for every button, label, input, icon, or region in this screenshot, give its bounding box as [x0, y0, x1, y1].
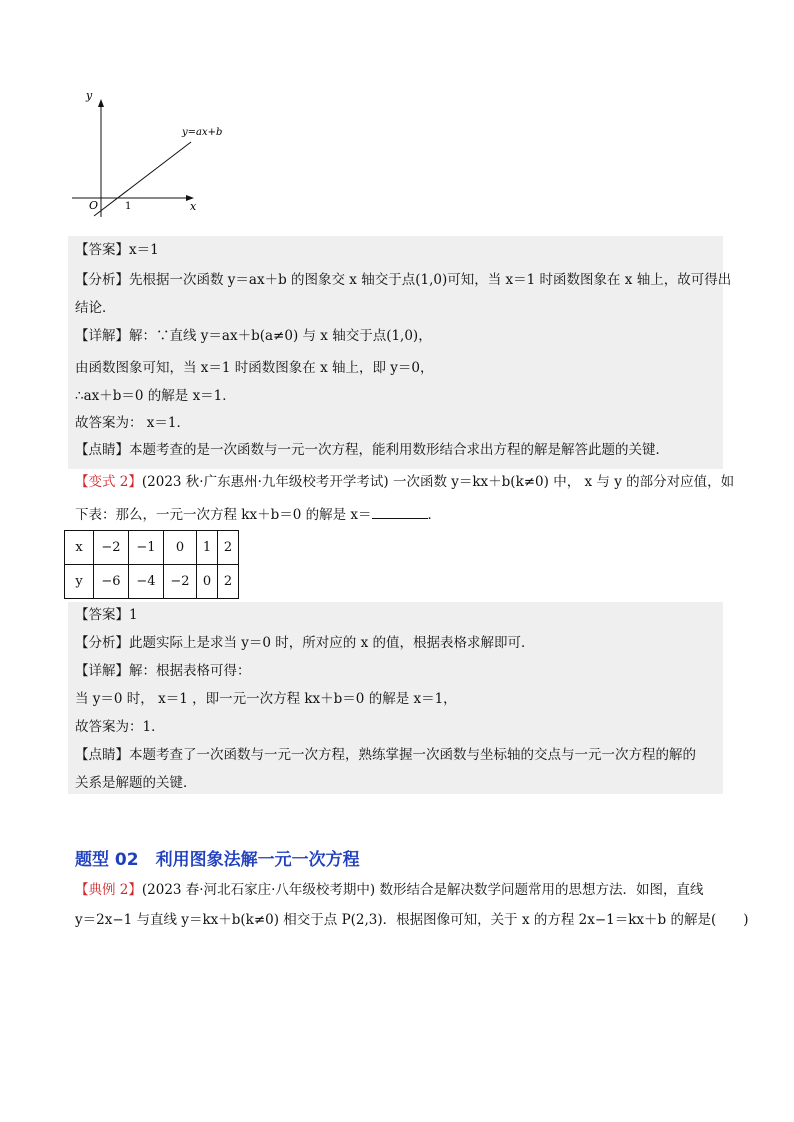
- table-cell: 1: [197, 531, 218, 565]
- origin-label: O: [89, 199, 99, 212]
- variant-2-line-2: [75, 504, 441, 525]
- table-cell: −1: [129, 531, 164, 565]
- variant-2-text-2: 下表：那么，一元一次方程 kx＋b＝0 的解是 x＝: [75, 507, 372, 523]
- variant-2-line-1: [75, 472, 734, 492]
- detail-2-line-2: 当 y＝0 时， x＝1 ，即一元一次方程 kx＋b＝0 的解是 x＝1，: [75, 691, 457, 707]
- detail-2-line-3: 故答案为：1．: [75, 719, 165, 735]
- xy-value-table: [64, 530, 239, 599]
- table-cell: x: [65, 531, 94, 565]
- table-cell: 0: [197, 565, 218, 599]
- table-cell: y: [65, 565, 94, 599]
- example-2-line-1: [75, 880, 703, 900]
- analysis-1-line-1: 【分析】先根据一次函数 y＝ax＋b 的图象交 x 轴交于点(1,0)可知，当 x＝1 时函数图象在 x 轴上，故可得出: [75, 272, 732, 288]
- analysis-1-line-2: 结论．: [75, 300, 116, 316]
- table-row: [65, 565, 239, 599]
- comment-2-line-2: 关系是解题的关键．: [75, 775, 197, 791]
- line-label: y=ax+b: [182, 127, 223, 138]
- answer-2: 【答案】1: [75, 607, 138, 623]
- table-cell: −6: [94, 565, 129, 599]
- variant-2-text-2-end: ．: [427, 507, 442, 523]
- table-cell: −2: [94, 531, 129, 565]
- answer-blank[interactable]: [372, 504, 428, 519]
- function-graph: [70, 89, 223, 222]
- variant-2-tag: 【变式 2】: [75, 474, 142, 490]
- comment-2-line-1: 【点睛】本题考查了一次函数与一元一次方程，熟练掌握一次函数与坐标轴的交点与一元一次方程的解的: [75, 747, 696, 763]
- y-axis-label: y: [86, 89, 93, 102]
- detail-2-line-1: 【详解】解：根据表格可得：: [75, 663, 251, 679]
- detail-1-line-3: ∴ax＋b＝0 的解是 x＝1．: [75, 388, 236, 404]
- analysis-2: 【分析】此题实际上是求当 y＝0 时，所对应的 x 的值，根据表格求解即可．: [75, 635, 535, 651]
- answer-1: 【答案】x＝1: [75, 242, 159, 258]
- example-2-line-2: y＝2x−1 与直线 y＝kx＋b(k≠0) 相交于点 P(2,3)．根据图像可知，关于 x 的方程 2x−1＝kx＋b 的解是( ): [75, 912, 749, 928]
- comment-1: 【点睛】本题考查的是一次函数与一元一次方程，能利用数形结合求出方程的解是解答此题的关键．: [75, 442, 669, 458]
- detail-1-line-1: 【详解】解：∵直线 y＝ax＋b(a≠0) 与 x 轴交于点(1,0)，: [75, 328, 432, 344]
- table-cell: 0: [164, 531, 197, 565]
- section-heading: 题型 02 利用图象法解一元一次方程: [75, 850, 360, 870]
- example-2-tag: 【典例 2】: [75, 882, 142, 898]
- table-row: [65, 531, 239, 565]
- variant-2-text-1: (2023 秋·广东惠州·九年级校考开学考试) 一次函数 y＝kx＋b(k≠0) 中， x 与 y 的部分对应值，如: [141, 474, 735, 490]
- table-cell: −4: [129, 565, 164, 599]
- table-cell: 2: [218, 565, 239, 599]
- table-cell: 2: [218, 531, 239, 565]
- tick-one-label: 1: [125, 201, 132, 212]
- x-axis-label: x: [190, 200, 197, 213]
- example-2-text-1: (2023 春·河北石家庄·八年级校考期中) 数形结合是解决数学问题常用的思想方法．如图，直线: [141, 882, 704, 898]
- detail-1-line-4: 故答案为： x＝1．: [75, 415, 190, 431]
- table-cell: −2: [164, 565, 197, 599]
- detail-1-line-2: 由函数图象可知，当 x＝1 时函数图象在 x 轴上，即 y＝0，: [75, 360, 434, 376]
